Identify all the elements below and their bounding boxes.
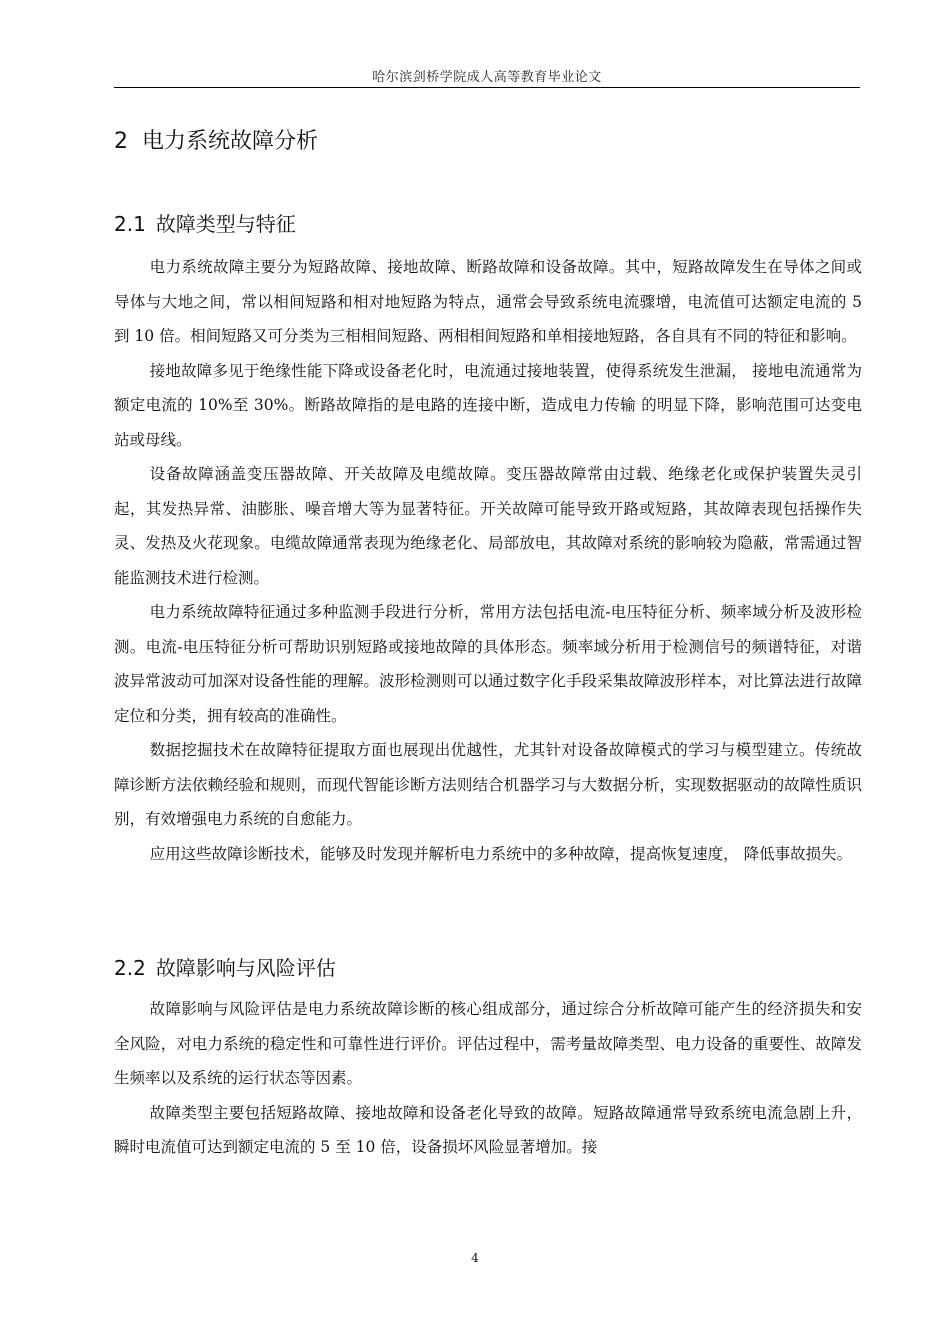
section-2-1-body	[114, 250, 862, 871]
paragraph: 电力系统故障主要分为短路故障、接地故障、断路故障和设备故障。其中，短路故障发生在导体之间或导体与大地之间，常以相间短路和相对地短路为特点，通常会导致系统电流骤增，电流值可达额定电流的 5 到 10 倍。相间短路又可分类为三相相间短路、两相相间短路和单相接地短路，各自具有不同的特征和影响。	[114, 258, 862, 345]
chapter-heading	[114, 124, 318, 155]
paragraph: 应用这些故障诊断技术，能够及时发现并解析电力系统中的多种故障，提高恢复速度， 降低事故损失。	[149, 844, 853, 863]
paragraph: 数据挖掘技术在故障特征提取方面也展现出优越性，尤其针对设备故障模式的学习与模型建立。传统故障诊断方法依赖经验和规则，而现代智能诊断方法则结合机器学习与大数据分析，实现数据驱动的故障性质识别，有效增强电力系统的自愈能力。	[114, 741, 862, 828]
section-heading-2-1	[114, 208, 296, 237]
page-number: 4	[471, 1251, 479, 1265]
paragraph: 接地故障多见于绝缘性能下降或设备老化时，电流通过接地装置，使得系统发生泄漏， 接地电流通常为额定电流的 10%至 30%。断路故障指的是电路的连接中断，造成电力传输 的明显下降，影响范围可达变电站或母线。	[114, 361, 862, 449]
section-heading-2-2	[114, 952, 336, 981]
section-title: 故障影响与风险评估	[155, 956, 336, 980]
header-rule	[114, 87, 860, 88]
section-number: 2.1	[114, 212, 146, 236]
section-number: 2.2	[114, 956, 146, 980]
section-2-2-body	[114, 992, 862, 1165]
paragraph: 电力系统故障特征通过多种监测手段进行分析，常用方法包括电流-电压特征分析、频率域分析及波形检测。电流-电压特征分析可帮助识别短路或接地故障的具体形态。频率域分析用于检测信号的频谱特征，对谐波异常波动可加深对设备性能的理解。波形检测则可以通过数字化手段采集故障波形样本，对比算法进行故障定位和分类，拥有较高的准确性。	[114, 603, 862, 725]
paragraph: 故障类型主要包括短路故障、接地故障和设备老化导致的故障。短路故障通常导致系统电流急剧上升，瞬时电流值可达到额定电流的 5 至 10 倍，设备损坏风险显著增加。接	[114, 1103, 862, 1156]
chapter-title: 电力系统故障分析	[142, 129, 319, 154]
section-title: 故障类型与特征	[155, 212, 296, 236]
running-header: 哈尔滨剑桥学院成人高等教育毕业论文	[372, 70, 602, 85]
paragraph: 设备故障涵盖变压器故障、开关故障及电缆故障。变压器故障常由过载、绝缘老化或保护装置失灵引起，其发热异常、油膨胀、噪音增大等为显著特征。开关故障可能导致开路或短路，其故障表现包括操作失灵、发热及火花现象。电缆故障通常表现为绝缘老化、局部放电，其故障对系统的影响较为隐蔽，常需通过智能监测技术进行检测。	[114, 465, 862, 587]
chapter-number: 2	[114, 129, 128, 154]
paragraph: 故障影响与风险评估是电力系统故障诊断的核心组成部分，通过综合分析故障可能产生的经济损失和安全风险，对电力系统的稳定性和可靠性进行评价。评估过程中，需考量故障类型、电力设备的重要性、故障发生频率以及系统的运行状态等因素。	[114, 1000, 862, 1087]
